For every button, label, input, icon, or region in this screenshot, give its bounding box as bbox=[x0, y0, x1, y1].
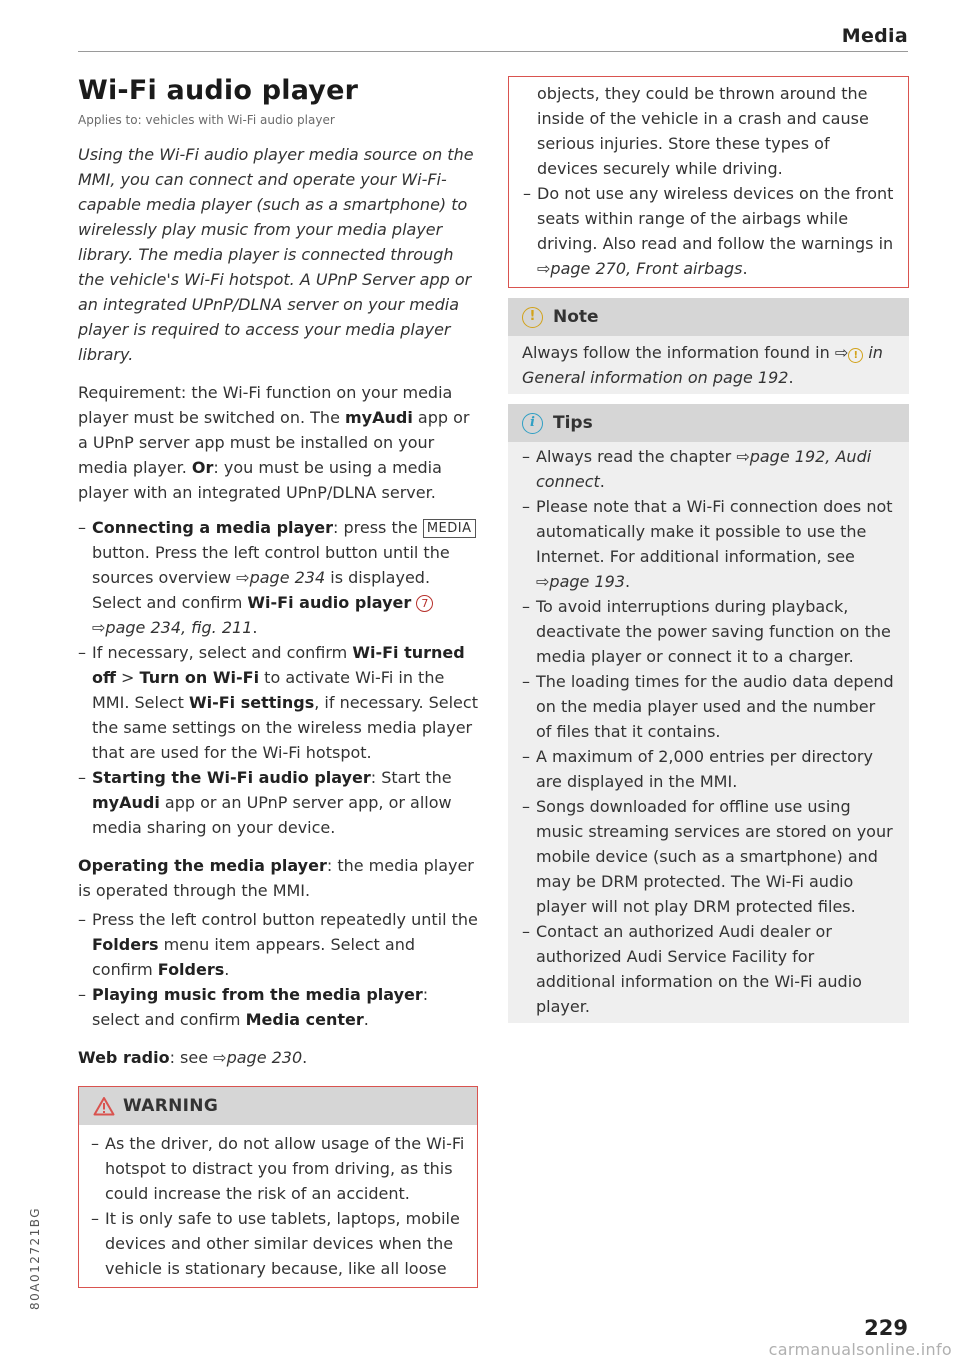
page-reference-link[interactable]: ⇨page 234 bbox=[236, 568, 326, 587]
page-reference-link[interactable]: ⇨page 270, Front airbags bbox=[537, 259, 743, 278]
tips-box bbox=[508, 404, 909, 1023]
page-reference-link[interactable]: ⇨page 234, fig. 211 bbox=[92, 618, 253, 637]
steps-list-operate bbox=[78, 907, 478, 1032]
steps-list-connect bbox=[78, 515, 478, 840]
document-code: 80A012721BG bbox=[28, 1206, 42, 1310]
page-reference-link[interactable]: ⇨page 192, Audi connect bbox=[536, 447, 872, 491]
list-item: – Connecting a media player: press the MEDIA button. Press the left control button until the sources overview ⇨page 234 is displayed. Select and confirm Wi-Fi audio player 7 ⇨page 234, fig. 211. bbox=[78, 515, 478, 640]
note-inline-icon: ! bbox=[848, 348, 863, 363]
page-number: 229 bbox=[864, 1316, 908, 1340]
list-item: – Songs downloaded for offline use using music streaming services are stored on your mobile device (such as a smartphone) and may be DRM protected. The Wi-Fi audio player will not play DRM protected files. bbox=[522, 794, 895, 919]
list-item: – Please note that a Wi-Fi connection does not automatically make it possible to use the Internet. For additional information, see ⇨page 193. bbox=[522, 494, 895, 594]
list-item: – The loading times for the audio data depend on the media player used and the number of files that it contains. bbox=[522, 669, 895, 744]
applies-to-text: Applies to: vehicles with Wi-Fi audio player bbox=[78, 113, 335, 127]
left-column bbox=[78, 74, 478, 1288]
web-radio-paragraph: Web radio: see ⇨page 230. bbox=[78, 1048, 308, 1067]
warning-continuation-box bbox=[508, 76, 909, 288]
info-circle-icon: i bbox=[522, 413, 543, 434]
running-head: Media bbox=[841, 25, 908, 47]
note-box bbox=[508, 298, 909, 394]
warning-triangle-icon bbox=[93, 1096, 115, 1116]
note-body: Always follow the information found in ⇨ ! in General information on page 192. bbox=[522, 343, 883, 387]
operating-paragraph: Operating the media player: the media player is operated through the MMI. bbox=[78, 856, 474, 900]
list-item: – Do not use any wireless devices on the front seats within range of the airbags while driving. Also read and follow the warnings in ⇨page 270, Front airbags. bbox=[523, 181, 894, 281]
media-key-label: MEDIA bbox=[423, 519, 476, 538]
list-item: – Contact an authorized Audi dealer or authorized Audi Service Facility for additional information on the Wi-Fi audio player. bbox=[522, 919, 895, 1019]
list-item: – Always read the chapter ⇨page 192, Audi connect. bbox=[522, 444, 895, 494]
page-reference-link[interactable]: in General information on page 192 bbox=[522, 343, 883, 387]
page-reference-link[interactable]: ⇨page 230 bbox=[213, 1048, 303, 1067]
list-item: – To avoid interruptions during playback, deactivate the power saving function on the media player or connect it to a charger. bbox=[522, 594, 895, 669]
right-column bbox=[508, 76, 909, 1023]
exclamation-circle-icon: ! bbox=[522, 307, 543, 328]
page-reference-link[interactable]: ⇨page 193 bbox=[536, 572, 625, 591]
tips-body bbox=[508, 442, 909, 1023]
list-item: – Playing music from the media player: select and confirm Media center. bbox=[78, 982, 478, 1032]
list-item: – A maximum of 2,000 entries per directory are displayed in the MMI. bbox=[522, 744, 895, 794]
warning-label: WARNING bbox=[123, 1096, 219, 1116]
tips-header bbox=[508, 404, 909, 442]
list-item: – Press the left control button repeatedly until the Folders menu item appears. Select and confirm Folders. bbox=[78, 907, 478, 982]
requirement-paragraph: Requirement: the Wi-Fi function on your media player must be switched on. The myAudi app or a UPnP server app must be installed on your media player. Or: you must be using a media player with an integrated UPnP/DLNA server. bbox=[78, 383, 470, 502]
section-title: Wi-Fi audio player bbox=[78, 75, 359, 106]
warning-box bbox=[78, 1086, 478, 1288]
list-item: – As the driver, do not allow usage of the Wi-Fi hotspot to distract you from driving, as this could increase the risk of an accident. bbox=[91, 1131, 465, 1206]
list-item: – Starting the Wi-Fi audio player: Start the myAudi app or an UPnP server app, or allow media sharing on your device. bbox=[78, 765, 478, 840]
tips-label: Tips bbox=[553, 413, 593, 433]
note-header bbox=[508, 298, 909, 336]
watermark-text: carmanualsonline.info bbox=[768, 1340, 952, 1359]
note-label: Note bbox=[553, 307, 599, 327]
list-item: – If necessary, select and confirm Wi-Fi turned off > Turn on Wi-Fi to activate Wi-Fi in the MMI. Select Wi-Fi settings, if necessary. Select the same settings on the wireless media player that are used for the Wi-Fi hotspot. bbox=[78, 640, 478, 765]
list-item: – It is only safe to use tablets, laptops, mobile devices and other similar devices when the vehicle is stationary because, like all loose bbox=[91, 1206, 465, 1281]
warning-continuation-text: objects, they could be thrown around the inside of the vehicle in a crash and cause serious injuries. Store these types of devices securely while driving. bbox=[537, 84, 869, 178]
warning-header bbox=[79, 1087, 477, 1125]
warning-body bbox=[79, 1125, 477, 1287]
callout-number-icon: 7 bbox=[416, 595, 433, 612]
intro-paragraph: Using the Wi-Fi audio player media source on the MMI, you can connect and operate your Wi-Fi-capable media player (such as a smartphone) to wirelessly play music from your media player library. The media player is connected through the vehicle's Wi-Fi hotspot. A UPnP Server app or an integrated UPnP/DLNA server on your media player is required to access your media player library. bbox=[78, 145, 474, 364]
header-rule bbox=[78, 51, 908, 52]
